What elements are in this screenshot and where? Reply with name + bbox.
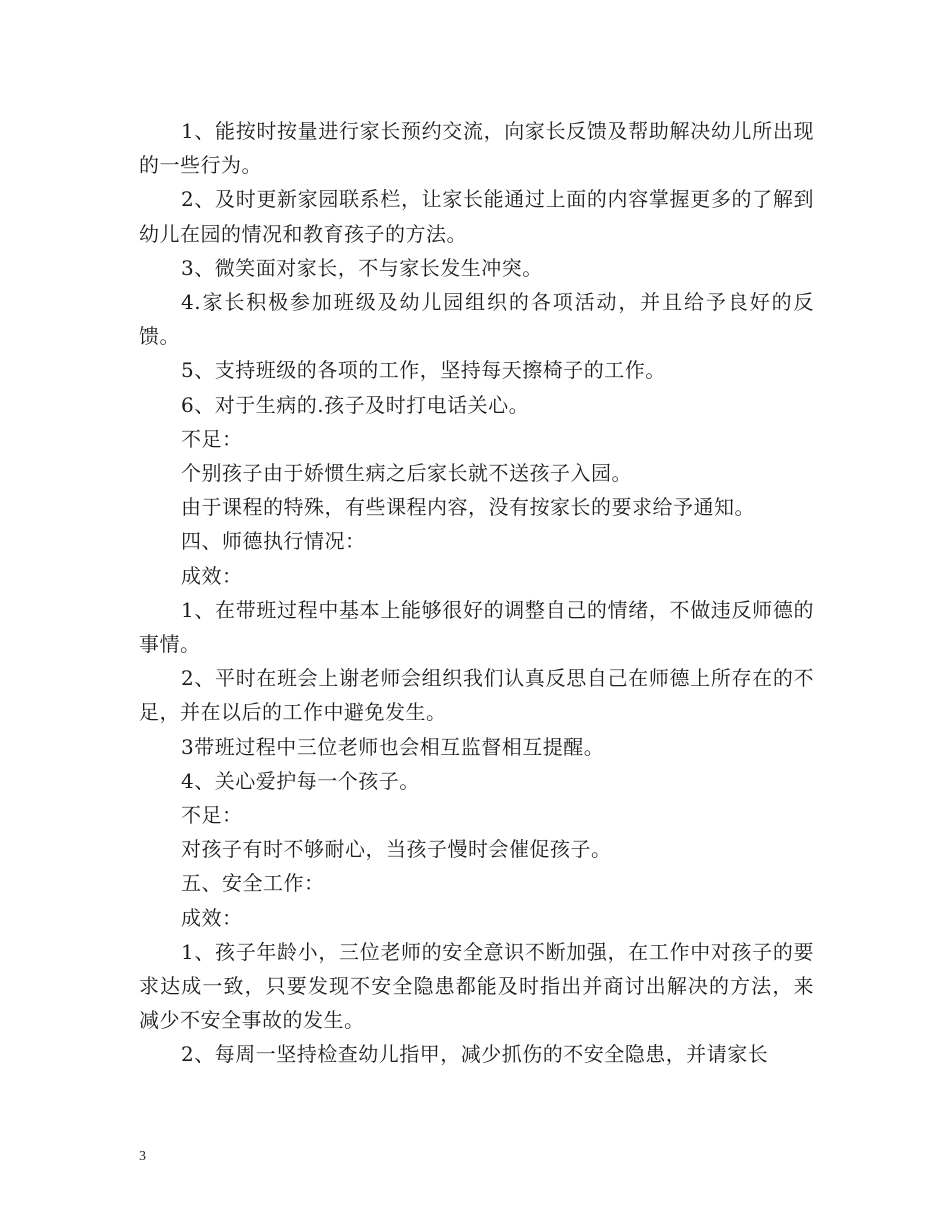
subheading-shortcomings: 不足： — [181, 426, 243, 451]
paragraph: 5、支持班级的各项的工作，坚持每天擦椅子的工作。 — [181, 358, 666, 383]
paragraph: 3带班过程中三位老师也会相互监督相互提醒。 — [181, 734, 605, 759]
section-heading: 四、师德执行情况： — [181, 529, 366, 554]
paragraph: 3、微笑面对家长，不与家长发生冲突。 — [181, 255, 543, 280]
paragraph: 2、及时更新家园联系栏，让家长能通过上面的内容掌握更多的了解到幼儿在园的情况和教育孩子的方法。 — [139, 187, 814, 246]
subheading-shortcomings: 不足： — [181, 803, 243, 828]
paragraph: 1、孩子年龄小，三位老师的安全意识不断加强，在工作中对孩子的要求达成一致，只要发现不安全隐患都能及时指出并商讨出解决的方法，来减少不安全事故的发生。 — [139, 939, 814, 1033]
paragraph: 对孩子有时不够耐心，当孩子慢时会催促孩子。 — [181, 837, 612, 862]
page-number: 3 — [139, 1149, 146, 1164]
paragraph: 6、对于生病的.孩子及时打电话关心。 — [181, 392, 530, 417]
paragraph: 4.家长积极参加班级及幼儿园组织的各项活动，并且给予良好的反馈。 — [139, 290, 814, 349]
paragraph: 2、每周一坚持检查幼儿指甲，减少抓伤的不安全隐患，并请家长 — [181, 1042, 769, 1067]
paragraph: 2、平时在班会上谢老师会组织我们认真反思自己在师德上所存在的不足，并在以后的工作中避免发生。 — [139, 666, 814, 725]
subheading-results: 成效： — [181, 905, 243, 930]
paragraph: 个别孩子由于娇惯生病之后家长就不送孩子入园。 — [181, 461, 632, 486]
section-heading: 五、安全工作： — [181, 871, 325, 896]
paragraph: 1、能按时按量进行家长预约交流，向家长反馈及帮助解决幼儿所出现的一些行为。 — [139, 119, 814, 178]
paragraph: 1、在带班过程中基本上能够很好的调整自己的情绪，不做违反师德的事情。 — [139, 597, 814, 657]
paragraph: 由于课程的特殊，有些课程内容，没有按家长的要求给予通知。 — [181, 495, 755, 520]
paragraph: 4、关心爱护每一个孩子。 — [181, 768, 420, 793]
subheading-results: 成效： — [181, 563, 243, 588]
document-body — [139, 114, 814, 1072]
